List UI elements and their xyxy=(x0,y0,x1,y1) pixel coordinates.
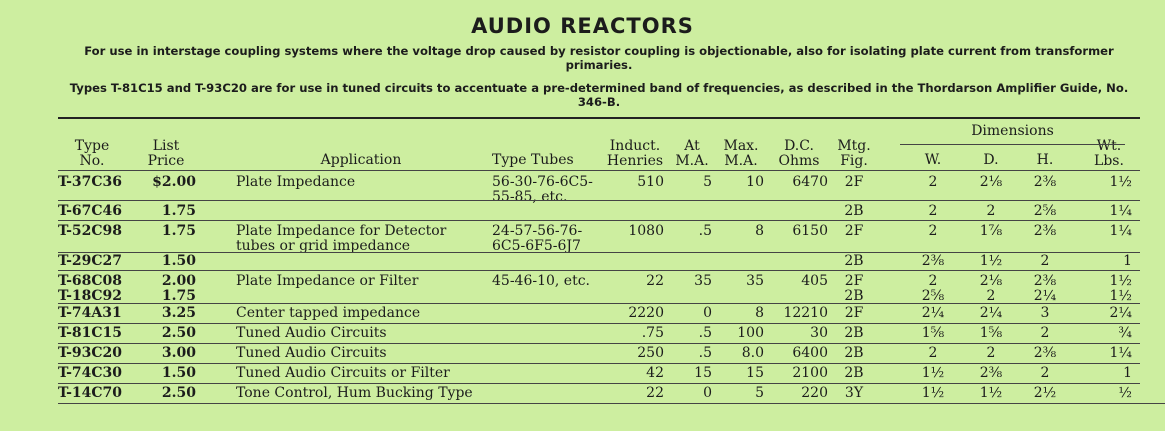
row-rule xyxy=(58,252,1140,253)
cell-application: Tone Control, Hum Bucking Type xyxy=(236,385,473,401)
header-d: D. xyxy=(983,152,999,168)
cell-d: 1⅝ xyxy=(979,325,1003,341)
cell-max_ma: 35 xyxy=(746,273,764,289)
cell-application: Plate Impedance or Filter xyxy=(236,273,419,289)
cell-wt: 1¼ xyxy=(1109,345,1132,361)
cell-w: 2⅜ xyxy=(921,253,945,269)
cell-price: 2.50 xyxy=(161,325,196,341)
cell-dc: 6400 xyxy=(792,345,828,361)
cell-induct: .75 xyxy=(641,325,664,341)
cell-tubes: 45-46-10, etc. xyxy=(492,273,591,289)
row-rule xyxy=(58,403,1165,404)
cell-price: 3.25 xyxy=(161,305,196,321)
header-application: Application xyxy=(320,152,402,168)
cell-h: 2⅜ xyxy=(1033,174,1057,190)
cell-w: 2 xyxy=(928,223,938,239)
cell-type: T-14C70 xyxy=(58,385,123,401)
cell-w: 1½ xyxy=(921,365,945,381)
cell-at_ma: 15 xyxy=(694,365,712,381)
cell-type: T-29C27 xyxy=(58,253,123,269)
cell-d: 2 xyxy=(986,203,996,219)
intro-paragraph-2: Types T-81C15 and T-93C20 are for use in tuned circuits to accentuate a pre-determined band of frequencies, as described in the Thordarson Amplifier Guide, No. 346-B. xyxy=(69,81,1129,109)
cell-at_ma: .5 xyxy=(698,345,712,361)
cell-dc: 30 xyxy=(810,325,828,341)
row-rule xyxy=(58,323,1140,324)
cell-type: T-68C08 T-18C92 xyxy=(58,273,123,304)
cell-max_ma: 8.0 xyxy=(741,345,764,361)
cell-d: 2⅜ xyxy=(979,365,1003,381)
cell-d: 2⅛ 2 xyxy=(979,273,1003,304)
cell-wt: 1½ 1½ xyxy=(1109,273,1132,304)
row-rule xyxy=(58,363,1140,364)
cell-mtg: 2B xyxy=(844,203,864,219)
cell-max_ma: 8 xyxy=(755,305,764,321)
row-rule xyxy=(58,383,1140,384)
cell-max_ma: 100 xyxy=(737,325,764,341)
cell-h: 2⅜ xyxy=(1033,223,1057,239)
row-rule xyxy=(58,200,1140,201)
cell-mtg: 2B xyxy=(844,365,864,381)
cell-wt: ½ xyxy=(1118,385,1132,401)
header-mtg-fig: Mtg. Fig. xyxy=(837,138,871,169)
cell-d: 1½ xyxy=(979,253,1003,269)
cell-induct: 42 xyxy=(646,365,664,381)
cell-application: Tuned Audio Circuits xyxy=(236,325,387,341)
cell-wt: ¾ xyxy=(1118,325,1132,341)
cell-price: 2.50 xyxy=(161,385,196,401)
cell-type: T-74A31 xyxy=(58,305,122,321)
cell-at_ma: 0 xyxy=(703,305,712,321)
dimensions-rule xyxy=(900,144,1125,145)
cell-wt: 1¼ xyxy=(1109,223,1132,239)
cell-mtg: 3Y xyxy=(844,385,864,401)
cell-dc: 220 xyxy=(801,385,828,401)
header-price: List Price xyxy=(147,138,185,169)
header-max-ma: Max. M.A. xyxy=(723,138,759,169)
page-title: AUDIO REACTORS xyxy=(471,14,694,38)
cell-dc: 6470 xyxy=(792,174,828,190)
header-h: H. xyxy=(1036,152,1054,168)
cell-h: 2⅜ 2¼ xyxy=(1033,273,1057,304)
cell-application: Tuned Audio Circuits or Filter xyxy=(236,365,450,381)
cell-at_ma: .5 xyxy=(698,325,712,341)
header-type: Type No. xyxy=(74,138,110,169)
cell-d: 1½ xyxy=(979,385,1003,401)
cell-w: 2¼ xyxy=(921,305,945,321)
cell-induct: 22 xyxy=(646,385,664,401)
header-w: W. xyxy=(924,152,942,168)
cell-application: Plate Impedance xyxy=(236,174,356,190)
cell-d: 2¼ xyxy=(979,305,1003,321)
cell-wt: 1 xyxy=(1123,365,1132,381)
top-rule xyxy=(58,117,1140,119)
cell-h: 2 xyxy=(1040,325,1050,341)
header-at-ma: At M.A. xyxy=(675,138,709,169)
cell-max_ma: 5 xyxy=(755,385,764,401)
cell-price: 1.50 xyxy=(161,365,196,381)
row-rule xyxy=(58,343,1140,344)
cell-d: 2 xyxy=(986,345,996,361)
row-rule xyxy=(58,270,1140,271)
cell-max_ma: 10 xyxy=(746,174,764,190)
cell-at_ma: .5 xyxy=(698,223,712,239)
cell-wt: 1¼ xyxy=(1109,203,1132,219)
cell-w: 2 xyxy=(928,174,938,190)
header-wt: Wt. Lbs. xyxy=(1094,138,1124,169)
cell-mtg: 2F xyxy=(844,305,864,321)
cell-price: 1.75 xyxy=(161,203,196,219)
cell-tubes: 24-57-56-76- 6C5-6F5-6J7 xyxy=(492,223,583,254)
cell-price: 1.75 xyxy=(161,223,196,239)
cell-h: 2⅝ xyxy=(1033,203,1057,219)
cell-price: 2.00 1.75 xyxy=(161,273,196,304)
cell-h: 3 xyxy=(1040,305,1050,321)
cell-price: $2.00 xyxy=(152,174,196,190)
cell-induct: 250 xyxy=(637,345,664,361)
cell-type: T-81C15 xyxy=(58,325,123,341)
cell-tubes: 56-30-76-6C5- 55-85, etc. xyxy=(492,174,593,205)
cell-max_ma: 8 xyxy=(755,223,764,239)
cell-at_ma: 0 xyxy=(703,385,712,401)
cell-application: Plate Impedance for Detector tubes or grid impedance xyxy=(236,223,447,254)
cell-h: 2 xyxy=(1040,253,1050,269)
cell-type: T-74C30 xyxy=(58,365,123,381)
header-dc-ohms: D.C. Ohms xyxy=(778,138,820,169)
cell-wt: 1½ xyxy=(1109,174,1132,190)
cell-type: T-67C46 xyxy=(58,203,123,219)
cell-mtg: 2B xyxy=(844,325,864,341)
cell-type: T-37C36 xyxy=(58,174,123,190)
cell-mtg: 2F 2B xyxy=(844,273,864,304)
row-rule xyxy=(58,220,1140,221)
cell-application: Tuned Audio Circuits xyxy=(236,345,387,361)
header-dimensions: Dimensions xyxy=(971,123,1054,139)
cell-induct: 2220 xyxy=(628,305,664,321)
cell-mtg: 2F xyxy=(844,223,864,239)
cell-mtg: 2B xyxy=(844,253,864,269)
cell-w: 1⅝ xyxy=(921,325,945,341)
cell-mtg: 2B xyxy=(844,345,864,361)
row-rule xyxy=(58,303,1140,304)
cell-wt: 2¼ xyxy=(1109,305,1132,321)
cell-induct: 22 xyxy=(646,273,664,289)
cell-type: T-52C98 xyxy=(58,223,123,239)
cell-type: T-93C20 xyxy=(58,345,123,361)
cell-induct: 510 xyxy=(637,174,664,190)
cell-w: 2 2⅝ xyxy=(921,273,945,304)
cell-w: 2 xyxy=(928,203,938,219)
cell-at_ma: 35 xyxy=(694,273,712,289)
cell-dc: 2100 xyxy=(792,365,828,381)
cell-dc: 12210 xyxy=(783,305,828,321)
cell-wt: 1 xyxy=(1123,253,1132,269)
cell-application: Center tapped impedance xyxy=(236,305,421,321)
cell-dc: 405 xyxy=(801,273,828,289)
cell-w: 2 xyxy=(928,345,938,361)
cell-d: 1⅞ xyxy=(979,223,1003,239)
cell-h: 2⅜ xyxy=(1033,345,1057,361)
cell-h: 2½ xyxy=(1033,385,1057,401)
cell-at_ma: 5 xyxy=(703,174,712,190)
cell-h: 2 xyxy=(1040,365,1050,381)
cell-d: 2⅛ xyxy=(979,174,1003,190)
cell-mtg: 2F xyxy=(844,174,864,190)
cell-dc: 6150 xyxy=(792,223,828,239)
intro-paragraph-1: For use in interstage coupling systems where the voltage drop caused by resistor coupling is objectionable, also for isolating plate current from transformer primaries. xyxy=(84,44,1114,72)
cell-w: 1½ xyxy=(921,385,945,401)
header-tubes: Type Tubes xyxy=(492,152,574,168)
header-induct: Induct. Henries xyxy=(606,138,664,169)
cell-price: 3.00 xyxy=(161,345,196,361)
cell-price: 1.50 xyxy=(161,253,196,269)
cell-induct: 1080 xyxy=(628,223,664,239)
header-rule xyxy=(58,170,1140,171)
cell-max_ma: 15 xyxy=(746,365,764,381)
